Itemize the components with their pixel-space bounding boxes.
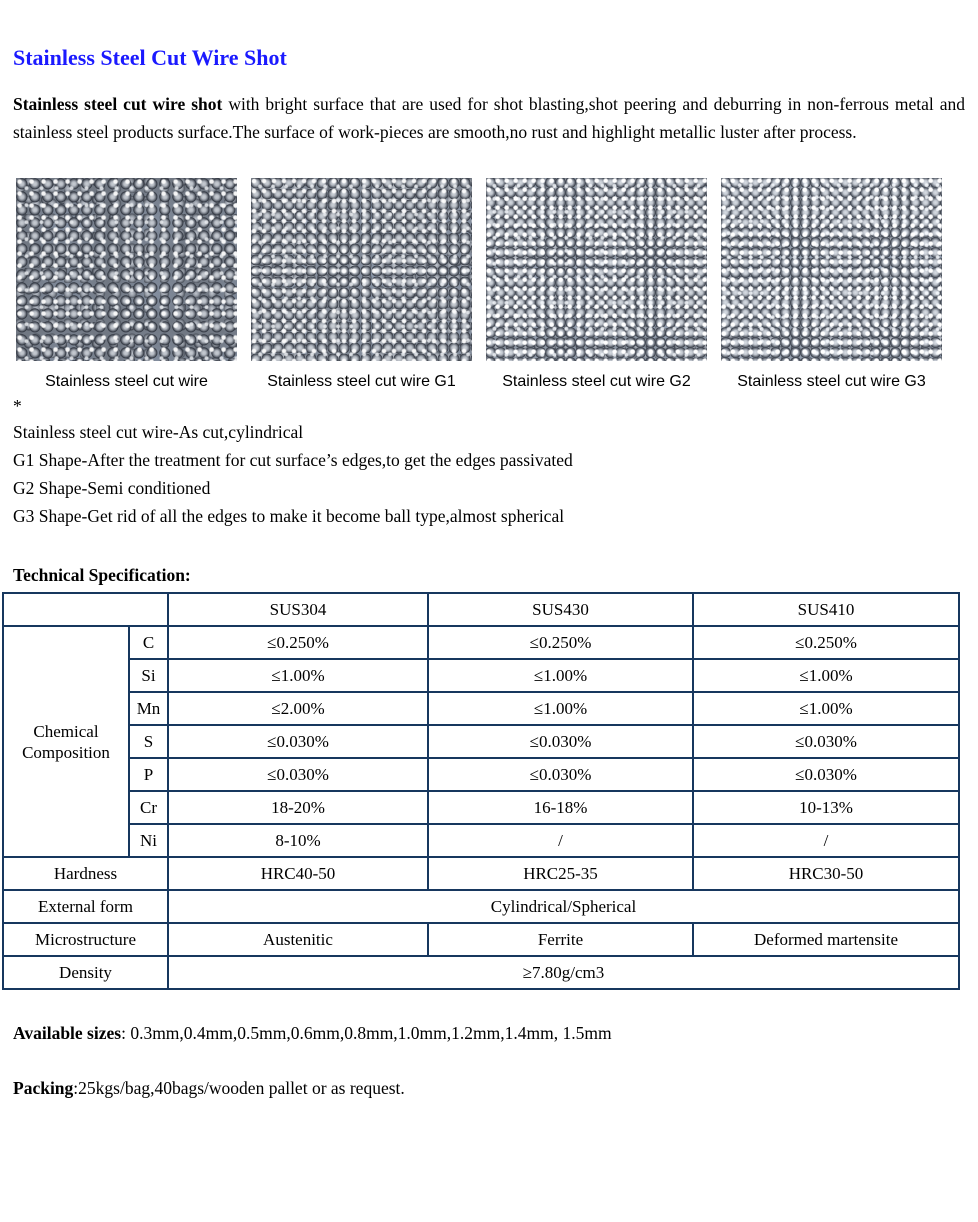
element-label: P: [129, 758, 168, 791]
spec-row-cr: [3, 791, 959, 824]
spec-value: Cylindrical/Spherical: [168, 890, 959, 923]
element-label: Mn: [129, 692, 168, 725]
spec-value: ≤1.00%: [693, 692, 959, 725]
spec-value: Deformed martensite: [693, 923, 959, 956]
spec-value: Austenitic: [168, 923, 428, 956]
spec-row-ni: [3, 824, 959, 857]
spec-value: /: [693, 824, 959, 857]
spec-value: ≤0.030%: [168, 758, 428, 791]
spec-value: 8-10%: [168, 824, 428, 857]
spec-value: HRC40-50: [168, 857, 428, 890]
spec-row-mn: [3, 692, 959, 725]
cut-wire-g2-photo: [486, 178, 707, 361]
packing-line: [13, 1076, 978, 1100]
intro-lead: Stainless steel cut wire shot: [13, 94, 223, 114]
spec-row-microstructure: [3, 923, 959, 956]
available-sizes-label: Available sizes: [13, 1023, 122, 1043]
available-sizes-values: : 0.3mm,0.4mm,0.5mm,0.6mm,0.8mm,1.0mm,1.2mm,1.4mm, 1.5mm: [121, 1023, 612, 1043]
spec-value: ≤0.030%: [168, 725, 428, 758]
spec-value: HRC25-35: [428, 857, 693, 890]
hardness-label: Hardness: [3, 857, 168, 890]
cut-wire-photo: [16, 178, 237, 361]
spec-value: 10-13%: [693, 791, 959, 824]
element-label: Ni: [129, 824, 168, 857]
spec-value: ≤0.030%: [428, 725, 693, 758]
spec-value: ≤0.030%: [693, 725, 959, 758]
spec-value: ≤0.250%: [428, 626, 693, 659]
note-line-cut-wire: Stainless steel cut wire-As cut,cylindrical: [13, 422, 304, 442]
spec-row-c: [3, 626, 959, 659]
element-label: S: [129, 725, 168, 758]
intro-body: with bright surface that are used for shot blasting,shot peering and deburring in non-ferrous metal and stainless steel products surface.The surface of work-pieces are smooth,no rust and highlight metallic luster after process.: [13, 94, 965, 142]
photo-caption: Stainless steel cut wire G1: [267, 373, 456, 390]
spec-value: ≤0.030%: [693, 758, 959, 791]
cut-wire-g3-photo: [721, 178, 942, 361]
spec-header-row: [3, 593, 959, 626]
photo-caption: Stainless steel cut wire: [45, 373, 208, 390]
spec-col-sus304: SUS304: [168, 593, 428, 626]
spec-col-sus410: SUS410: [693, 593, 959, 626]
page-title: Stainless Steel Cut Wire Shot: [13, 45, 287, 70]
spec-row-s: [3, 725, 959, 758]
note-marker: *: [13, 396, 22, 416]
product-gallery: [16, 178, 978, 391]
density-label: Density: [3, 956, 168, 989]
spec-value: HRC30-50: [693, 857, 959, 890]
spec-value: Ferrite: [428, 923, 693, 956]
chemical-composition-label: Chemical Composition: [3, 626, 129, 857]
spec-row-si: [3, 659, 959, 692]
microstructure-label: Microstructure: [3, 923, 168, 956]
spec-col-sus430: SUS430: [428, 593, 693, 626]
spec-row-density: [3, 956, 959, 989]
spec-value: ≤1.00%: [428, 659, 693, 692]
spec-corner-cell: [3, 593, 168, 626]
photo-caption: Stainless steel cut wire G3: [737, 373, 926, 390]
spec-value: 18-20%: [168, 791, 428, 824]
packing-label: Packing: [13, 1078, 74, 1098]
element-label: Cr: [129, 791, 168, 824]
product-figure-g3: [721, 178, 942, 391]
spec-row-p: [3, 758, 959, 791]
spec-heading: Technical Specification:: [13, 565, 191, 585]
note-line-g3: G3 Shape-Get rid of all the edges to make it become ball type,almost spherical: [13, 506, 565, 526]
element-label: Si: [129, 659, 168, 692]
product-figure-cut-wire: [16, 178, 237, 391]
packing-values: :25kgs/bag,40bags/wooden pallet or as request.: [73, 1078, 405, 1098]
spec-value: ≤0.250%: [693, 626, 959, 659]
element-label: C: [129, 626, 168, 659]
spec-value: /: [428, 824, 693, 857]
spec-value: ≤0.030%: [428, 758, 693, 791]
spec-table: [2, 592, 960, 990]
photo-caption: Stainless steel cut wire G2: [502, 373, 691, 390]
spec-value: ≥7.80g/cm3: [168, 956, 959, 989]
spec-value: ≤0.250%: [168, 626, 428, 659]
spec-value: ≤1.00%: [428, 692, 693, 725]
note-line-g1: G1 Shape-After the treatment for cut surface’s edges,to get the edges passivated: [13, 450, 573, 470]
spec-value: ≤2.00%: [168, 692, 428, 725]
shape-notes: [13, 418, 978, 530]
note-line-g2: G2 Shape-Semi conditioned: [13, 478, 211, 498]
spec-value: ≤1.00%: [168, 659, 428, 692]
cut-wire-g1-photo: [251, 178, 472, 361]
intro-paragraph: [13, 90, 965, 146]
available-sizes-line: [13, 1021, 978, 1045]
product-figure-g2: [486, 178, 707, 391]
spec-value: 16-18%: [428, 791, 693, 824]
spec-value: ≤1.00%: [693, 659, 959, 692]
external-form-label: External form: [3, 890, 168, 923]
document-page: [0, 45, 978, 1222]
product-figure-g1: [251, 178, 472, 391]
spec-row-hardness: [3, 857, 959, 890]
spec-row-external-form: [3, 890, 959, 923]
